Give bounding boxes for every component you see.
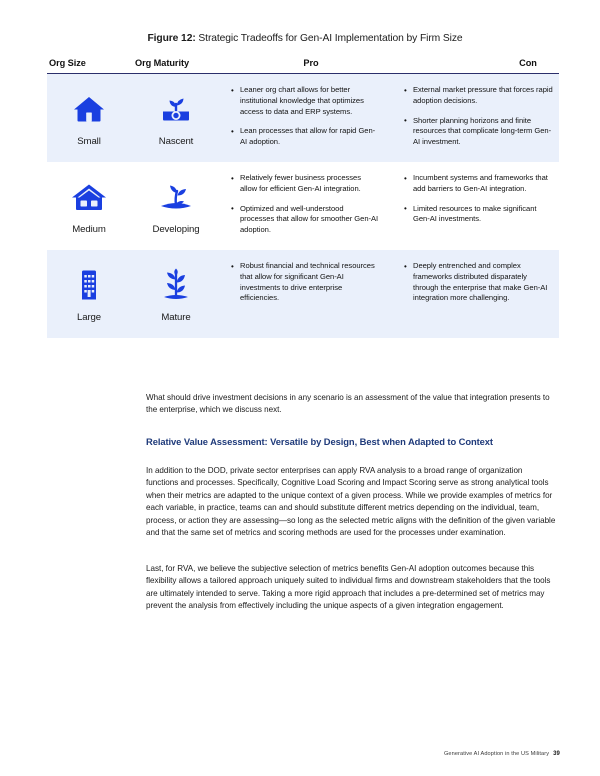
table-row (47, 74, 559, 162)
org-size-cell (47, 261, 131, 329)
column-header-pro: Pro (303, 58, 319, 68)
house-icon (73, 89, 105, 129)
org-maturity-cell (131, 85, 221, 153)
table-row (47, 162, 559, 250)
org-maturity-cell (131, 261, 221, 329)
table-header-row (47, 58, 559, 74)
pro-cell (221, 85, 393, 153)
footer-document-title: Generative AI Adoption in the US Military (443, 751, 550, 757)
org-size-cell (47, 173, 131, 241)
figure-title-text: Strategic Tradeoffs for Gen-AI Implementation by Firm Size (195, 33, 463, 44)
mature-plant-icon (158, 265, 194, 305)
org-maturity-label: Nascent (158, 136, 194, 147)
pro-list (221, 261, 393, 304)
house-with-windows-icon (71, 177, 107, 217)
org-size-label: Medium (72, 224, 106, 235)
org-size-label: Large (76, 312, 102, 323)
footer-page-number: 39 (553, 751, 560, 757)
org-size-label: Small (77, 136, 101, 147)
pro-list (221, 173, 393, 236)
column-header-con: Con (519, 58, 537, 68)
page-footer (444, 751, 560, 757)
section-heading-relative-value-assessment: Relative Value Assessment: Versatile by Design, Best when Adapted to Context (146, 436, 493, 447)
list-item: • Incumbent systems and frameworks that add barriers to Gen-AI integration. (404, 173, 553, 195)
org-maturity-cell (131, 173, 221, 241)
list-item: • Deeply entrenched and complex frameworks distributed disparately through the enterprise that make Gen-AI integration more challenging. (404, 261, 553, 304)
org-size-cell (47, 85, 131, 153)
list-item: • Shorter planning horizons and finite resources that complicate long-term Gen-AI investment. (404, 116, 553, 148)
body-paragraph-2: Last, for RVA, we believe the subjective selection of metrics benefits Gen-AI adoption outcomes because this flexibility allows a tailored approach uniquely suited to individual firms and downstream stakeholders that the tools are ultimately intended to serve. Taking a more rigid approach that includes a pre-determined set of metrics may prevent the analysis from effectively including the unique aspects of a given integration engagement. (146, 564, 551, 611)
org-maturity-label: Mature (161, 312, 191, 323)
pro-cell (221, 261, 393, 329)
con-cell (393, 261, 559, 329)
figure-label: Figure 12: (147, 33, 196, 44)
con-list (393, 173, 559, 225)
growing-plant-icon (157, 177, 195, 217)
con-list (393, 85, 559, 148)
list-item: • Leaner org chart allows for better institutional knowledge that optimizes access to data and ERP systems. (231, 85, 379, 117)
list-item: • Lean processes that allow for rapid Gen-AI adoption. (231, 126, 379, 148)
org-maturity-label: Developing (152, 224, 200, 235)
con-cell (393, 85, 559, 153)
figure-caption (40, 33, 570, 44)
column-header-org-maturity: Org Maturity (135, 58, 190, 68)
pro-cell (221, 173, 393, 241)
list-item: • Optimized and well-understood processes that allow for smoother Gen-AI adoption. (231, 204, 379, 236)
intro-paragraph: What should drive investment decisions in any scenario is an assessment of the value that integration presents to the enterprise, which we discuss next. (146, 393, 550, 415)
list-item: • Robust financial and technical resources that allow for significant Gen-AI investments to drive enterprise efficiencies. (231, 261, 379, 304)
pro-list (221, 85, 393, 148)
table-row (47, 250, 559, 338)
con-list (393, 261, 559, 304)
body-paragraph-1: In addition to the DOD, private sector enterprises can apply RVA analysis to a broad range of organization functions and processes. Specifically, Cognitive Load Scoring and Impact Scoring serve as strong analytical tools when their metrics are adapted to the unique context of a given process. While we provide examples of metrics for each variable, in practice, teams can and should substitute different metrics depending on the individual, team, process, or action they are assessing—so long as the selected metric aligns with the definition of the given variable and that the same set of metrics and scoring methods are used for the processes under examination. (146, 466, 556, 538)
office-building-icon (76, 265, 102, 305)
list-item: • Relatively fewer business processes allow for efficient Gen-AI integration. (231, 173, 379, 195)
con-cell (393, 173, 559, 241)
seedling-sprout-icon (159, 89, 193, 129)
list-item: • Limited resources to make significant Gen-AI investments. (404, 204, 553, 226)
list-item: • External market pressure that forces rapid adoption decisions. (404, 85, 553, 107)
column-header-org-size: Org Size (49, 58, 86, 68)
tradeoffs-table (47, 58, 559, 338)
